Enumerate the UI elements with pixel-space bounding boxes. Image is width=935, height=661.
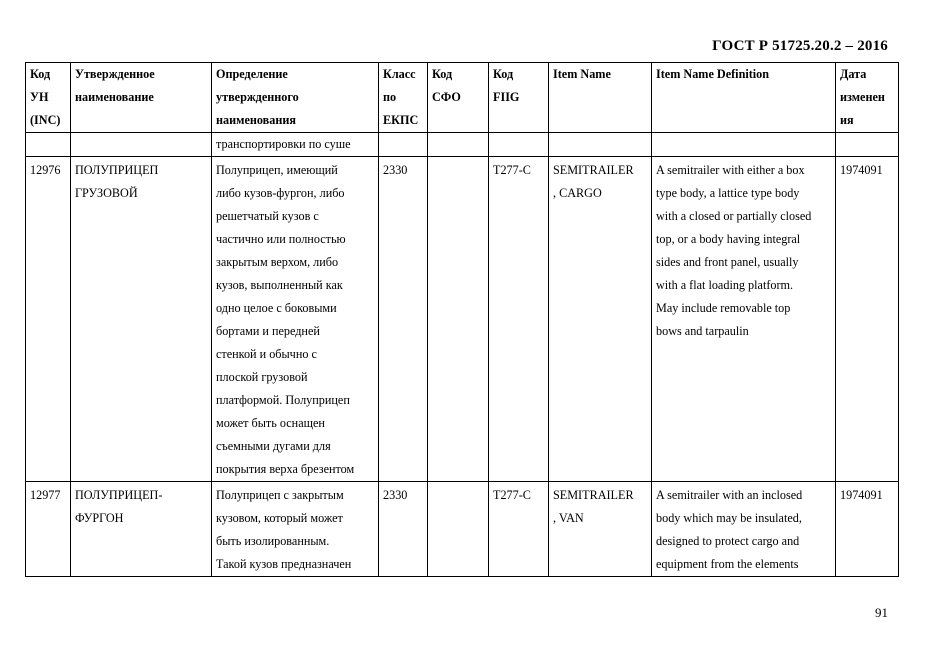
item-name-line: SEMITRAILER (553, 488, 634, 502)
cell-item-definition (652, 482, 836, 577)
cell-name (71, 133, 212, 157)
item-definition-line: with a flat loading platform. (656, 278, 794, 292)
header-line: СФО (432, 90, 461, 104)
header-line: (INC) (30, 113, 61, 127)
header-line: Дата (840, 67, 867, 81)
item-name-line: , VAN (553, 511, 584, 525)
header-line: Код (493, 67, 514, 81)
header-sfo (428, 63, 489, 133)
definition-line: бортами и передней (216, 324, 320, 338)
definition-line: транспортировки по суше (216, 137, 351, 151)
table-row (26, 482, 899, 577)
header-line: Код (432, 67, 453, 81)
header-line: по (383, 90, 397, 104)
definition-line: Такой кузов предназначен (216, 557, 352, 571)
cell-date (836, 133, 899, 157)
cell-inc (26, 482, 71, 577)
cell-item-name (549, 482, 652, 577)
definition-line: Полуприцеп с закрытым (216, 488, 344, 502)
document-standard-header: ГОСТ Р 51725.20.2 – 2016 (712, 38, 888, 54)
cell-sfo (428, 482, 489, 577)
header-definition (212, 63, 379, 133)
definition-line: частично или полностью (216, 232, 346, 246)
header-line: изменен (840, 90, 885, 104)
header-line: Класс (383, 67, 416, 81)
item-definition-line: A semitrailer with an inclosed (656, 488, 803, 502)
item-name-line: , CARGO (553, 186, 602, 200)
cell-name (71, 157, 212, 482)
fiig-value: T277-C (493, 488, 531, 502)
cell-inc (26, 157, 71, 482)
definition-line: решетчатый кузов с (216, 209, 319, 223)
definition-line: стенкой и обычно с (216, 347, 317, 361)
name-line: ПОЛУПРИЦЕП (75, 163, 159, 177)
header-item-name (549, 63, 652, 133)
header-line: Утвержденное (75, 67, 155, 81)
definition-line: закрытым верхом, либо (216, 255, 339, 269)
header-date (836, 63, 899, 133)
cell-sfo (428, 133, 489, 157)
definition-line: одно целое с боковыми (216, 301, 337, 315)
inc-value: 12976 (30, 163, 61, 177)
header-class (379, 63, 428, 133)
cell-class (379, 133, 428, 157)
cell-fiig (489, 157, 549, 482)
header-item-definition (652, 63, 836, 133)
date-value: 1974091 (840, 163, 883, 177)
table-header-row (26, 63, 899, 133)
item-definition-line: body which may be insulated, (656, 511, 802, 525)
cell-definition (212, 482, 379, 577)
cell-sfo (428, 157, 489, 482)
header-line: Код (30, 67, 51, 81)
definition-line: съемными дугами для (216, 439, 331, 453)
item-definition-line: designed to protect cargo and (656, 534, 800, 548)
definition-line: Полуприцеп, имеющий (216, 163, 338, 177)
cell-definition (212, 157, 379, 482)
header-line: ЕКПС (383, 113, 419, 127)
header-line: УН (30, 90, 49, 104)
header-inc (26, 63, 71, 133)
cell-definition (212, 133, 379, 157)
definition-line: быть изолированным. (216, 534, 330, 548)
header-line: наименование (75, 90, 154, 104)
definition-line: платформой. Полуприцеп (216, 393, 350, 407)
cell-class (379, 157, 428, 482)
page-number: 91 (875, 605, 888, 620)
definition-line: либо кузов-фургон, либо (216, 186, 345, 200)
name-line: ФУРГОН (75, 511, 124, 525)
item-definition-line: type body, a lattice type body (656, 186, 800, 200)
definition-line: плоской грузовой (216, 370, 308, 384)
cell-date (836, 157, 899, 482)
item-definition-line: sides and front panel, usually (656, 255, 799, 269)
continuation-row (26, 133, 899, 157)
cell-name (71, 482, 212, 577)
table-row (26, 157, 899, 482)
definition-line: покрытия верха брезентом (216, 462, 355, 476)
header-line: ия (840, 113, 854, 127)
header-line: Item Name Definition (656, 67, 770, 81)
cell-item-name (549, 133, 652, 157)
name-line: ГРУЗОВОЙ (75, 186, 138, 200)
class-value: 2330 (383, 488, 408, 502)
cell-fiig (489, 133, 549, 157)
cell-item-definition (652, 133, 836, 157)
cell-item-definition (652, 157, 836, 482)
item-name-line: SEMITRAILER (553, 163, 634, 177)
name-line: ПОЛУПРИЦЕП- (75, 488, 163, 502)
date-value: 1974091 (840, 488, 883, 502)
header-line: FIIG (493, 90, 520, 104)
item-definition-line: May include removable top (656, 301, 791, 315)
header-approved-name (71, 63, 212, 133)
definition-line: кузов, выполненный как (216, 278, 343, 292)
item-definition-line: top, or a body having integral (656, 232, 801, 246)
cell-inc (26, 133, 71, 157)
definition-line: может быть оснащен (216, 416, 325, 430)
fiig-value: T277-C (493, 163, 531, 177)
header-fiig (489, 63, 549, 133)
class-value: 2330 (383, 163, 408, 177)
header-line: наименования (216, 113, 296, 127)
header-line: Определение (216, 67, 288, 81)
cell-item-name (549, 157, 652, 482)
item-definition-line: bows and tarpaulin (656, 324, 749, 338)
cell-fiig (489, 482, 549, 577)
item-definition-line: A semitrailer with either a box (656, 163, 805, 177)
header-line: Item Name (553, 67, 611, 81)
item-definition-line: with a closed or partially closed (656, 209, 812, 223)
inc-value: 12977 (30, 488, 61, 502)
cell-class (379, 482, 428, 577)
item-definition-line: equipment from the elements (656, 557, 799, 571)
nomenclature-table (25, 62, 899, 577)
header-line: утвержденного (216, 90, 299, 104)
cell-date (836, 482, 899, 577)
definition-line: кузовом, который может (216, 511, 343, 525)
